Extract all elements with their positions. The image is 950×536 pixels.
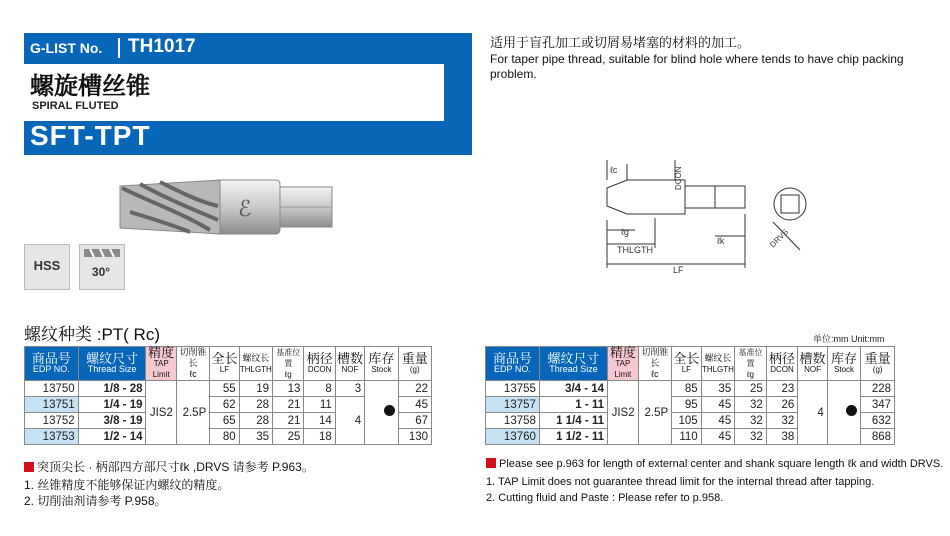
table-row: 13752 3/8 - 19 65 28 21 14 67 [25,413,432,429]
spec-table-left: 商品号 EDP NO. 螺纹尺寸 Thread Size 精度 TAP Limit 切削锥长 ℓc 全长 LF 螺纹长 THLGTH 基准位置 ℓg 柄径 DCON 槽数 NOF 库存 Stock 重量 (g) 13750 1/8 - 28 JIS2 2.5P 55 19 13 8 3 22 13751 1/4 - 19 62 28 21 11 4 45 13752 3/8 - 19 65 28 21 14 67 13753 1/2 - 14 80 35 25 18 130 [24,346,432,445]
stock-dot [384,405,395,416]
note-left-0: 突顶尖长 · 柄部四方部尺寸ℓk ,DRVS 请参考 P.963。 [24,458,314,475]
note-right-2: 2. Cutting fluid and Paste : Please refer to p.958. [486,492,724,504]
note-right-1: 1. TAP Limit does not guarantee thread limit for the internal thread after tapping. [486,476,875,488]
table-row: 13750 1/8 - 28 JIS2 2.5P 55 19 13 8 3 22 [25,381,432,397]
note-left-1: 1. 丝锥精度不能够保证内螺纹的精度。 [24,478,230,492]
description-en: For taper pipe thread, suitable for blind hole where tends to have chip packing problem. [490,52,904,81]
spec-table-right: 商品号 EDP NO. 螺纹尺寸 Thread Size 精度 TAP Limit 切削锥长 ℓc 全长 LF 螺纹长 THLGTH 基准位置 ℓg 柄径 DCON 槽数 NOF 库存 Stock 重量 (g) 13755 3/4 - 14 JIS2 2.5P 85 35 25 23 4 228 13757 1 - 11 95 45 32 26 347 13758 1 1/4 - 11 105 45 32 32 632 13760 1 1/2 - 11 110 45 32 38 868 [485,346,895,445]
stock-dot [846,405,857,416]
divider [118,38,120,58]
red-square-icon [24,462,34,472]
lk-label: ℓk [717,236,725,246]
lc-label: ℓc [610,165,618,175]
drvs-label: DRVS [768,227,791,250]
table-row: 13751 1/4 - 19 62 28 21 11 4 45 [25,397,432,413]
table-row: 13753 1/2 - 14 80 35 25 18 130 [25,429,432,445]
hss-label: HSS [33,258,61,273]
section-title: 螺纹种类 :PT( Rc) [24,325,160,344]
tap-product-image [110,172,340,242]
table-row: 13758 1 1/4 - 11 105 45 32 32 632 [486,413,895,429]
note-right-0: Please see p.963 for length of external center and shank square length ℓk and width DRVS. [486,458,943,470]
red-square-icon [486,458,496,468]
table-row: 13760 1 1/2 - 11 110 45 32 38 868 [486,429,895,445]
lf-label: LF [673,265,684,275]
dcon-label: DCON [674,166,683,190]
note-left-2: 2. 切削油剂请参考 P.958。 [24,494,167,508]
page-title-en: SPIRAL FLUTED [32,100,119,112]
dimension-drawing [595,160,905,275]
table-row: 13757 1 - 11 95 45 32 26 347 [486,397,895,413]
glist-number: TH1017 [128,36,196,57]
thlgth-label: THLGTH [617,245,653,255]
helix-angle-label: 30° [91,265,111,279]
glist-label: G-LIST No. [30,40,103,56]
model-name: SFT-TPT [30,120,151,151]
hatch-icon [80,245,124,263]
description-cn: 适用于盲孔加工或切屑易堵塞的材料的加工。 [490,35,751,50]
page-title-cn: 螺旋槽丝锥 [30,73,150,100]
lg-label: ℓg [621,227,629,237]
table-row: 13755 3/4 - 14 JIS2 2.5P 85 35 25 23 4 228 [486,381,895,397]
svg-text:ℰ: ℰ [238,197,252,222]
unit-note: 单位:mm Unit:mm [813,334,885,344]
